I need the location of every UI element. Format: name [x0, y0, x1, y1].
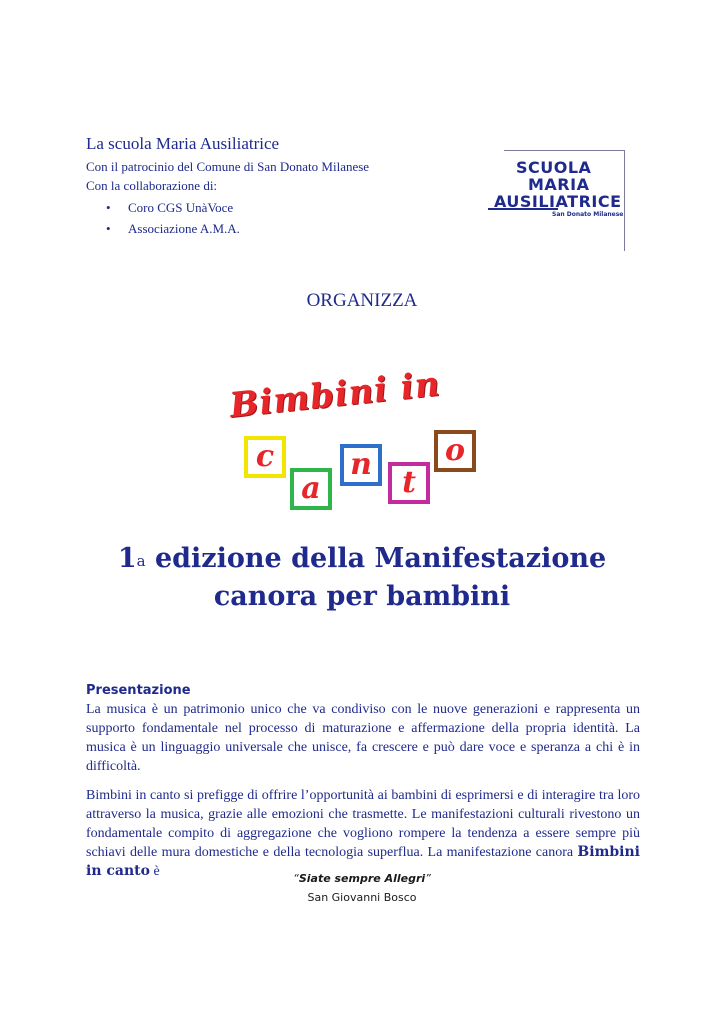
- partner-name: Associazione A.M.A.: [128, 221, 240, 236]
- main-title-line-1: 1$^a$ edizione della Manifestazione: [117, 543, 607, 574]
- letter-box-n: n: [340, 444, 382, 486]
- motto-author: San Giovanni Bosco: [307, 891, 417, 904]
- letter-box-o: o: [434, 430, 476, 472]
- list-item: [104, 218, 240, 239]
- list-item: [104, 197, 240, 218]
- partner-name: Coro CGS UnàVoce: [128, 200, 234, 215]
- patronage-line: Con il patrocinio del Comune di San Donato Milanese: [86, 159, 370, 174]
- motto: “Siate sempre Allegri”: [293, 872, 431, 885]
- logo-line-2: MARIA: [528, 175, 590, 194]
- bullet-icon: •: [106, 221, 111, 236]
- event-logo: [227, 364, 490, 518]
- bullet-icon: •: [106, 200, 111, 215]
- organizza-heading: ORGANIZZA: [306, 290, 418, 311]
- presentation-paragraph-1: La musica è un patrimonio unico che va condiviso con le nuove generazioni e rappresenta un supporto fondamentale nel processo di maturazione e affermazione della propria identità. La musica è un linguaggio universale che unisce, fa crescere e può dare voce e speranza a chi è in difficoltà.: [86, 702, 640, 774]
- partner-list: [104, 197, 240, 239]
- logo-line-1: SCUOLA: [516, 158, 592, 177]
- main-title-line-2: canora per bambini: [213, 581, 511, 612]
- collaboration-line: Con la collaborazione di:: [86, 178, 218, 193]
- letter-box-t: t: [388, 462, 430, 504]
- school-title: La scuola Maria Ausiliatrice: [86, 134, 280, 153]
- logo-line-3: AUSILIATRICE: [494, 192, 622, 211]
- logo-subtitle: San Donato Milanese: [552, 211, 624, 218]
- main-title: [0, 540, 724, 616]
- school-logo: [484, 148, 640, 256]
- letter-box-c: c: [244, 436, 286, 478]
- presentation-heading: Presentazione: [86, 683, 191, 698]
- event-logo-title: Bimbini in: [227, 364, 443, 426]
- presentation-paragraph-2: Bimbini in canto si prefigge di offrire l’opportunità ai bambini di esprimersi e di interagire tra loro attraverso la musica, grazie alle emozioni che trasmette. Le manifestazioni culturali rivestono un fondamentale compito di aggregazione che vogliono rompere la tendenza a essere sempre più schiavi delle mura domestiche e della tecnologia superflua. La manifestazione canora Bimbini in canto è: [86, 788, 640, 879]
- letter-box-a: a: [290, 468, 332, 510]
